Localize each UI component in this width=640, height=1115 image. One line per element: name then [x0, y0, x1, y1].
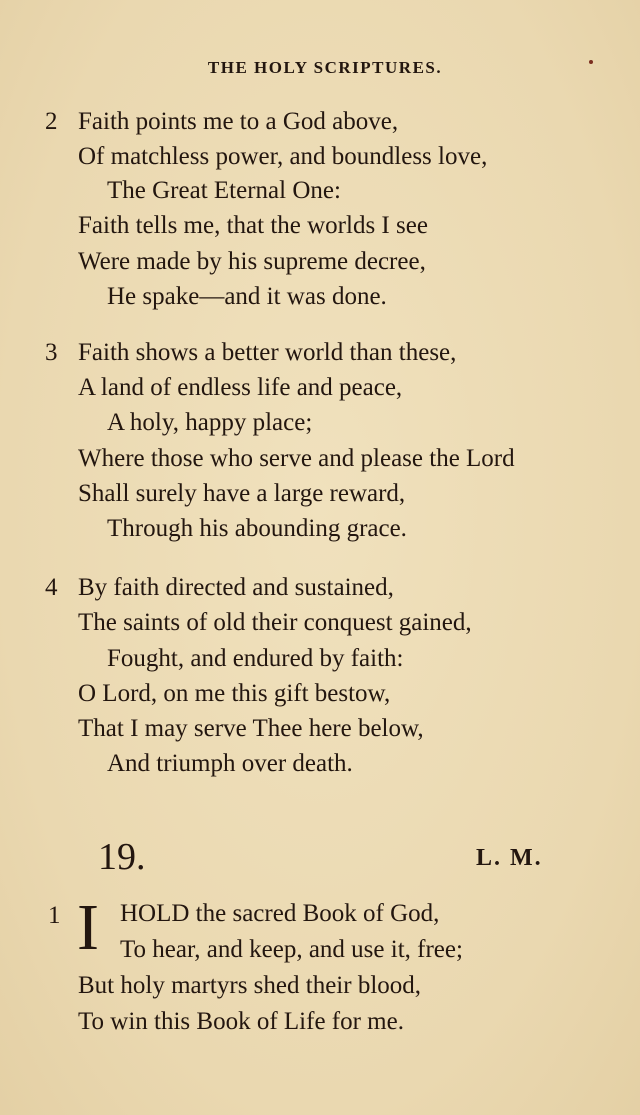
- verse-line: The saints of old their conquest gained,: [78, 609, 472, 636]
- verse-line: By faith directed and sustained,: [78, 574, 394, 601]
- stanza-number: 1: [48, 902, 61, 929]
- verse-line: But holy martyrs shed their blood,: [78, 972, 422, 999]
- verse-line: And triumph over death.: [107, 750, 353, 777]
- drop-cap: I: [77, 891, 99, 964]
- verse-line: HOLD the sacred Book of God,: [120, 900, 440, 927]
- verse-line: He spake—and it was done.: [107, 283, 387, 310]
- verse-line: Faith points me to a God above,: [78, 108, 399, 135]
- verse-line: Fought, and endured by faith:: [107, 645, 404, 672]
- verse-line: That I may serve Thee here below,: [78, 715, 424, 742]
- verse-line: Through his abounding grace.: [107, 515, 407, 542]
- stanza-number: 3: [45, 339, 58, 366]
- verse-line: O Lord, on me this gift bestow,: [78, 680, 391, 707]
- hymn-number: 19.: [98, 836, 146, 878]
- verse-line: The Great Eternal One:: [107, 177, 341, 204]
- verse-line: Where those who serve and please the Lord: [78, 445, 515, 472]
- verse-line: To hear, and keep, and use it, free;: [120, 936, 463, 963]
- verse-line: A holy, happy place;: [107, 409, 313, 436]
- verse-line: Faith tells me, that the worlds I see: [78, 212, 428, 239]
- verse-line: Of matchless power, and boundless love,: [78, 143, 488, 170]
- ink-speck: [589, 60, 593, 64]
- verse-line: A land of endless life and peace,: [78, 374, 403, 401]
- verse-line: To win this Book of Life for me.: [78, 1008, 404, 1035]
- verse-line: Were made by his supreme decree,: [78, 248, 426, 275]
- verse-line: Shall surely have a large reward,: [78, 480, 406, 507]
- running-header: THE HOLY SCRIPTURES.: [207, 58, 443, 77]
- stanza-number: 4: [45, 574, 58, 601]
- stanza-number: 2: [45, 108, 58, 135]
- verse-line: Faith shows a better world than these,: [78, 339, 457, 366]
- hymn-meter: L. M.: [476, 845, 543, 871]
